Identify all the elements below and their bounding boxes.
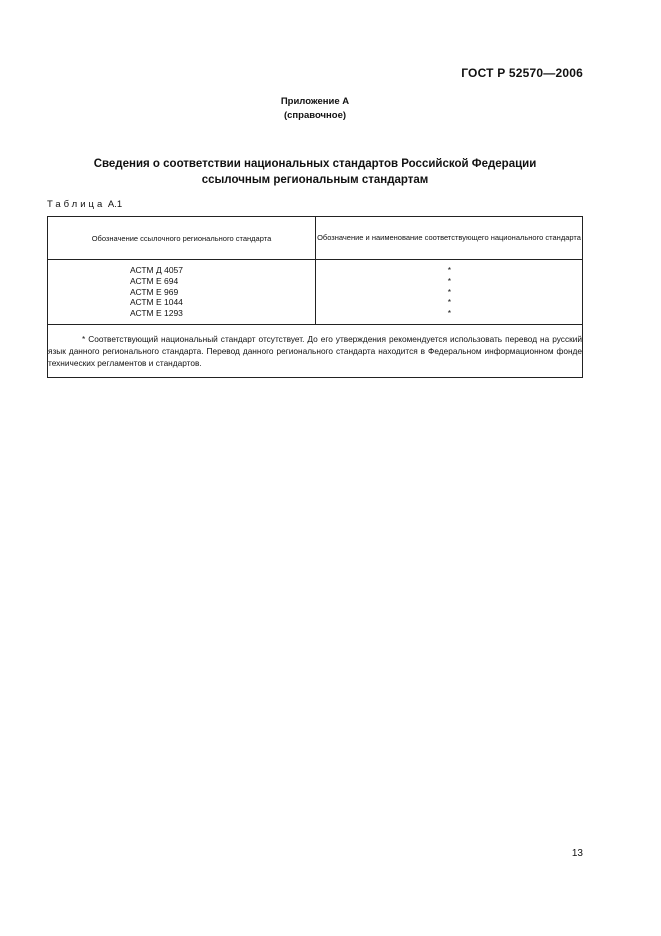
table-row-code: АСТМ Д 4057 (130, 265, 184, 275)
table-row-national: * (447, 286, 451, 297)
section-title (0, 156, 630, 188)
table-footnote-row (48, 325, 583, 378)
section-title-line-1: Сведения о соответствии национальных стандартов Российской Федерации (93, 158, 537, 170)
header-regional-standard: Обозначение ссылочного регионального стандарта (48, 217, 316, 260)
annex-type: (справочное) (283, 110, 347, 121)
table-row-code: АСТМ Е 694 (130, 275, 179, 286)
header-national-standard: Обозначение и наименование соответствующего национального стандарта (316, 217, 583, 260)
regional-standards-cell (48, 260, 316, 325)
table-footnote: * Соответствующий национальный стандарт отсутствует. До его утверждения рекомендуется использовать перевод на русский язык данного регионального стандарта. Перевод данного регионального стандарта находится в Федеральном информационном фонде технических регламентов и стандартов. (48, 334, 582, 368)
document-id: ГОСТ Р 52570—2006 (461, 66, 583, 80)
page-number: 13 (571, 848, 583, 859)
table-row-national: * (447, 275, 451, 286)
annex-heading (0, 95, 630, 123)
table-label-word: Таблица (47, 199, 106, 210)
table-body-row (48, 260, 583, 325)
table-label-number: А.1 (107, 199, 123, 210)
table-footnote-cell (48, 325, 583, 378)
table-row-national: * (447, 297, 451, 308)
standards-table (47, 216, 583, 378)
annex-title: Приложение А (280, 96, 350, 107)
section-title-line-2: ссылочным региональным стандартам (201, 174, 429, 186)
table-label (47, 199, 122, 210)
table-row-code: АСТМ Е 1044 (130, 297, 183, 308)
table-row-code: АСТМ Е 1293 (130, 308, 183, 319)
national-standards-cell (316, 260, 583, 325)
table-row-national: * (447, 308, 451, 319)
table-row-code: АСТМ Е 969 (130, 286, 179, 297)
table-row-national: * (447, 265, 451, 275)
table-header-row (48, 217, 583, 260)
